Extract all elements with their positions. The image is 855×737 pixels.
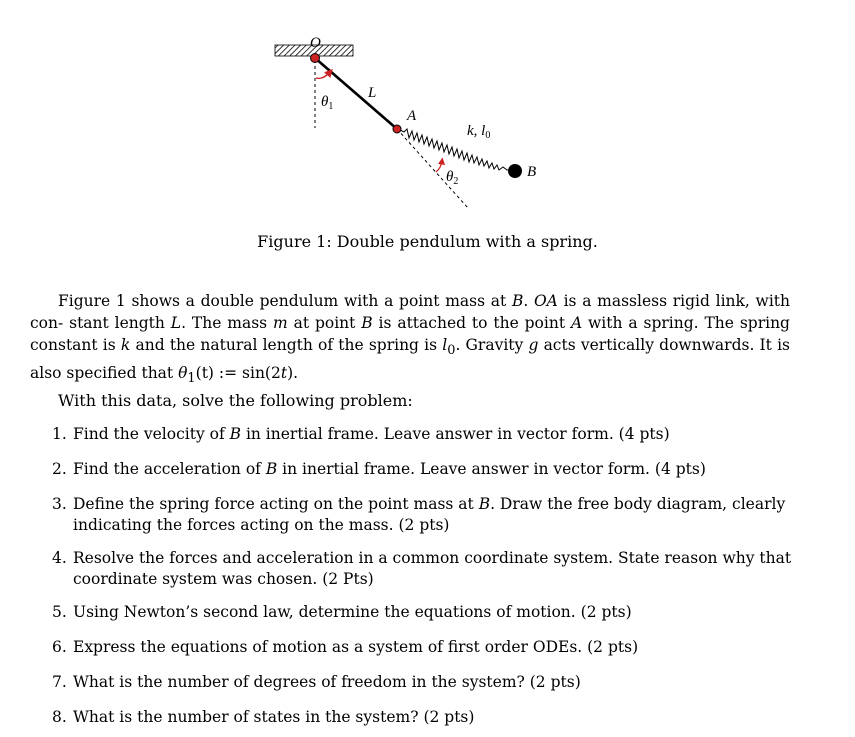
label-theta2: $\theta_2$	[446, 169, 459, 187]
label-theta1: $\theta_1$	[321, 94, 334, 112]
label-O: O	[310, 35, 321, 51]
point-A	[393, 125, 401, 133]
label-spring-k-l0: k, $l_0$	[467, 123, 491, 141]
question-item: 3. Define the spring force acting on the point mass at B. Draw the free body diagram, clearly indicating the forces acting on the mass. (2 pts)	[52, 495, 786, 534]
theta1-angle-arrow	[316, 72, 330, 78]
label-A: A	[407, 108, 417, 124]
question-item: 7. What is the number of degrees of freedom in the system? (2 pts)	[52, 673, 581, 691]
label-B: B	[527, 164, 537, 180]
question-list	[52, 424, 794, 728]
question-item: 8. What is the number of states in the system? (2 pts)	[52, 708, 475, 726]
label-L: L	[368, 85, 377, 101]
question-item: 6. Express the equations of motion as a system of first order ODEs. (2 pts)	[52, 638, 639, 656]
question-item: 4. Resolve the forces and acceleration in a common coordinate system. State reason why that coordinate system was chosen. (2 Pts)	[52, 549, 792, 588]
problem-description: Figure 1 shows a double pendulum with a point mass at B. OA is a massless rigid link, with con- stant length L. The mass m at point B is attached to the point A with a spring. The spring constant is k and the natural length of the spring is $l_0$. Gravity g acts vertically downwards. It is also specified that $\theta_1(t)$ := sin(2t).	[30, 292, 790, 387]
figure-caption: Figure 1: Double pendulum with a spring.	[257, 232, 598, 251]
question-item: 1. Find the velocity of B in inertial frame. Leave answer in vector form. (4 pts)	[52, 425, 670, 443]
double-pendulum-figure	[0, 0, 855, 230]
question-item: 5. Using Newton’s second law, determine the equations of motion. (2 pts)	[52, 603, 632, 621]
pivot-O	[311, 54, 320, 63]
theta2-angle-arrow	[436, 161, 442, 172]
task-intro: With this data, solve the following problem:	[58, 391, 413, 410]
spring-AB	[400, 129, 511, 170]
question-item: 2. Find the acceleration of B in inertial frame. Leave answer in vector form. (4 pts)	[52, 460, 706, 478]
mass-B	[508, 164, 522, 178]
